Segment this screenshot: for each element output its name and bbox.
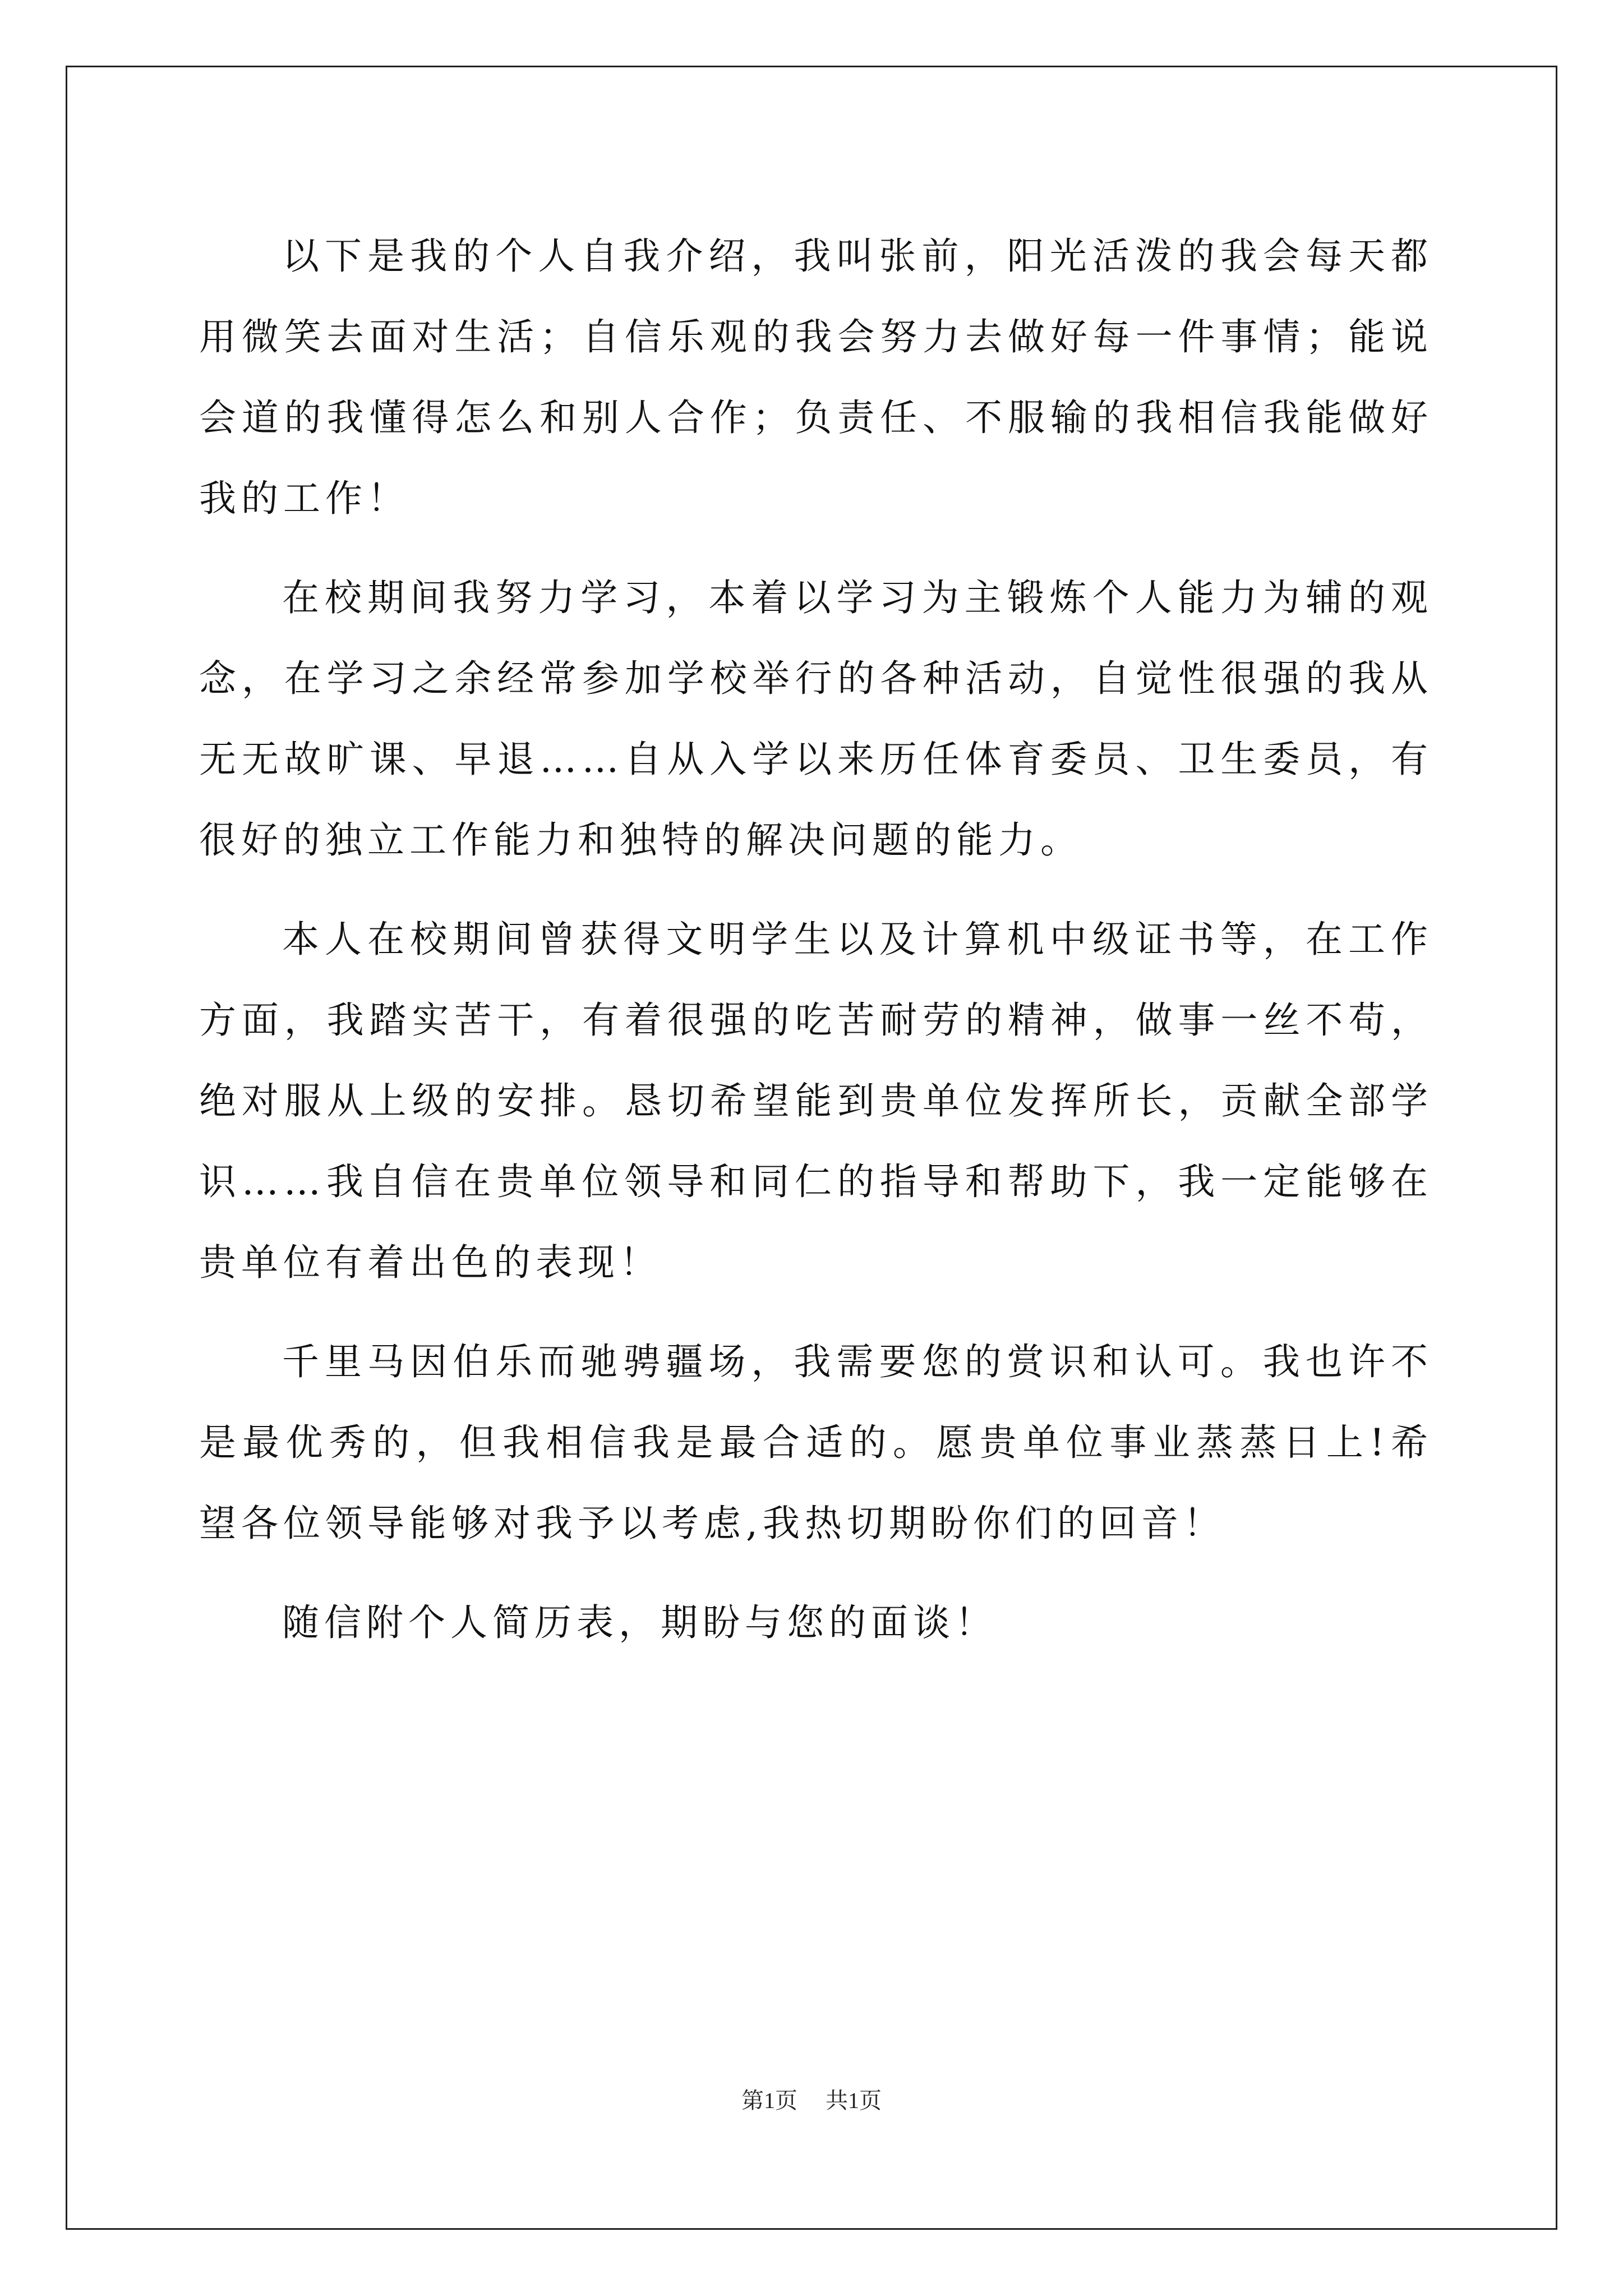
paragraph-intro: 以下是我的个人自我介绍，我叫张前，阳光活泼的我会每天都用微笑去面对生活；自信乐观的我会努力去做好每一件事情；能说会道的我懂得怎么和别人合作；负责任、不服输的我相信我能做好我的工作！ xyxy=(199,234,1433,520)
page-total: 共1页 xyxy=(826,2088,882,2113)
paragraph-achievements: 本人在校期间曾获得文明学生以及计算机中级证书等，在工作方面，我踏实苦干，有着很强的吃苦耐劳的精神，做事一丝不苟，绝对服从上级的安排。恳切希望能到贵单位发挥所长，贡献全部学识……我自信在贵单位领导和同仁的指导和帮助下，我一定能够在贵单位有着出色的表现！ xyxy=(199,918,1433,1284)
paragraph-school: 在校期间我努力学习，本着以学习为主锻炼个人能力为辅的观念，在学习之余经常参加学校举行的各种活动，自觉性很强的我从无无故旷课、早退……自从入学以来历任体育委员、卫生委员，有很好的独立工作能力和独特的解决问题的能力。 xyxy=(199,576,1433,862)
page-footer xyxy=(0,2087,1623,2115)
page-number: 第1页 xyxy=(741,2088,797,2113)
paragraph-attachment: 随信附个人简历表，期盼与您的面谈！ xyxy=(282,1601,997,1644)
paragraph-closing: 千里马因伯乐而驰骋疆场，我需要您的赏识和认可。我也许不是最优秀的，但我相信我是最合适的。愿贵单位事业蒸蒸日上!希望各位领导能够对我予以考虑,我热切期盼你们的回音！ xyxy=(199,1340,1433,1545)
document-body xyxy=(199,216,1433,1682)
